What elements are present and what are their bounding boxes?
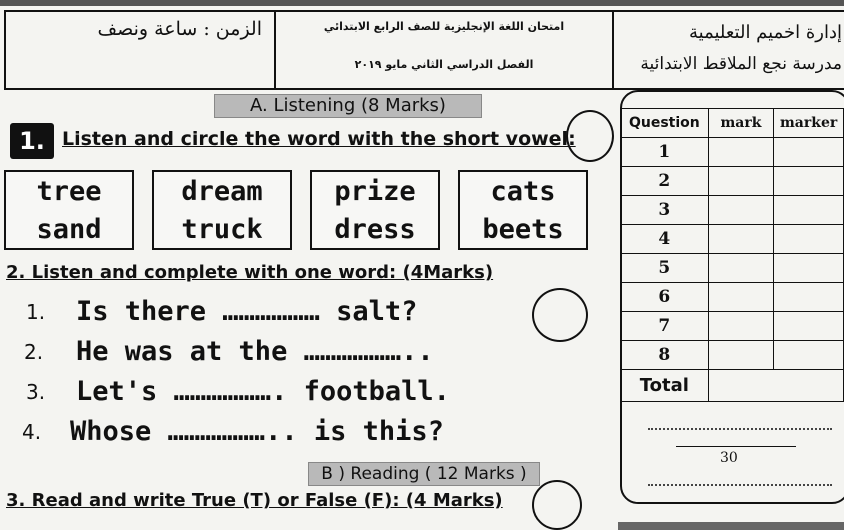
marks-table-header (621, 109, 844, 138)
section-a-heading: A. Listening (8 Marks) (214, 94, 482, 118)
sentence-2-number: 2. (24, 340, 44, 364)
question-number: 2 (621, 167, 709, 196)
next-section-edge (618, 522, 844, 530)
signature-line[interactable] (648, 484, 832, 486)
section-b-heading: B ) Reading ( 12 Marks ) (308, 462, 540, 486)
marker-cell[interactable] (774, 254, 844, 283)
mark-cell[interactable] (708, 341, 774, 370)
question-number: 8 (621, 341, 709, 370)
administration-name: إدارة اخميم التعليمية (688, 22, 842, 43)
school-name: مدرسة نجع الملاقط الابتدائية (640, 54, 842, 74)
question-number: 4 (621, 225, 709, 254)
sentence-3-text[interactable]: Let's ………………. football. (76, 376, 450, 407)
total-score-line[interactable] (648, 428, 832, 430)
exam-title: امتحان اللغة الإنجليزية للصف الرابع الابتدائي (323, 20, 565, 33)
word-box-3-top[interactable]: prize (334, 176, 416, 207)
score-circle-q1 (566, 110, 614, 162)
mark-cell[interactable] (708, 312, 774, 341)
mark-cell[interactable] (708, 196, 774, 225)
word-box-1-bottom[interactable]: sand (36, 214, 102, 245)
total-cell[interactable] (708, 370, 843, 402)
sentence-1-text[interactable]: Is there ……………… salt? (76, 296, 418, 327)
word-box-2-bottom[interactable]: truck (181, 214, 263, 245)
marker-cell[interactable] (774, 167, 844, 196)
sentence-4-text[interactable]: Whose ……………….. is this? (70, 416, 444, 447)
mark-cell[interactable] (708, 283, 774, 312)
fraction-bar (676, 446, 796, 447)
exam-info-cell (276, 12, 614, 88)
time-cell (6, 12, 276, 88)
question-number: 6 (621, 283, 709, 312)
page-top-edge (0, 0, 844, 6)
marks-row (621, 138, 844, 167)
exam-term: الفصل الدراسي الثاني مايو ٢٠١٩ (354, 58, 534, 71)
marks-table (620, 108, 844, 402)
sentence-4-number: 4. (22, 420, 42, 444)
question-3-text: 3. Read and write True (T) or False (F): (4 Marks) (6, 490, 503, 511)
question-2-text: 2. Listen and complete with one word: (4Marks) (6, 262, 494, 283)
total-label: Total (621, 370, 709, 402)
question-1-number: 1. (10, 123, 54, 159)
marker-cell[interactable] (774, 283, 844, 312)
word-box-2 (152, 170, 292, 250)
sentence-3-number: 3. (26, 380, 46, 404)
question-number: 5 (621, 254, 709, 283)
marker-cell[interactable] (774, 312, 844, 341)
header-marker: marker (774, 109, 844, 138)
mark-cell[interactable] (708, 138, 774, 167)
marks-row (621, 341, 844, 370)
word-box-1 (4, 170, 134, 250)
score-circle-q2 (532, 288, 588, 342)
marker-cell[interactable] (774, 138, 844, 167)
marks-row (621, 167, 844, 196)
word-box-1-top[interactable]: tree (36, 176, 102, 207)
total-out-of: 30 (720, 450, 738, 466)
marks-row (621, 196, 844, 225)
marks-row (621, 312, 844, 341)
word-box-4 (458, 170, 588, 250)
mark-cell[interactable] (708, 254, 774, 283)
header-mark: mark (708, 109, 774, 138)
word-box-4-bottom[interactable]: beets (482, 214, 564, 245)
exam-header (4, 10, 844, 90)
sentence-1-number: 1. (26, 300, 46, 324)
word-box-3 (310, 170, 440, 250)
score-circle-q3 (532, 480, 582, 530)
question-1-text: Listen and circle the word with the short vowel: (62, 128, 576, 150)
marker-cell[interactable] (774, 225, 844, 254)
sentence-2-text[interactable]: He was at the ……………….. (76, 336, 434, 367)
mark-cell[interactable] (708, 225, 774, 254)
word-box-4-top[interactable]: cats (490, 176, 556, 207)
question-number: 7 (621, 312, 709, 341)
question-number: 3 (621, 196, 709, 225)
exam-duration: الزمن : ساعة ونصف (97, 18, 262, 40)
word-box-3-bottom[interactable]: dress (334, 214, 416, 245)
marker-cell[interactable] (774, 196, 844, 225)
marks-row (621, 225, 844, 254)
marks-row (621, 254, 844, 283)
mark-cell[interactable] (708, 167, 774, 196)
word-box-2-top[interactable]: dream (181, 176, 263, 207)
question-number: 1 (621, 138, 709, 167)
header-question: Question (621, 109, 709, 138)
marks-row (621, 283, 844, 312)
marker-cell[interactable] (774, 341, 844, 370)
school-cell (614, 12, 844, 88)
marks-total-row (621, 370, 844, 402)
